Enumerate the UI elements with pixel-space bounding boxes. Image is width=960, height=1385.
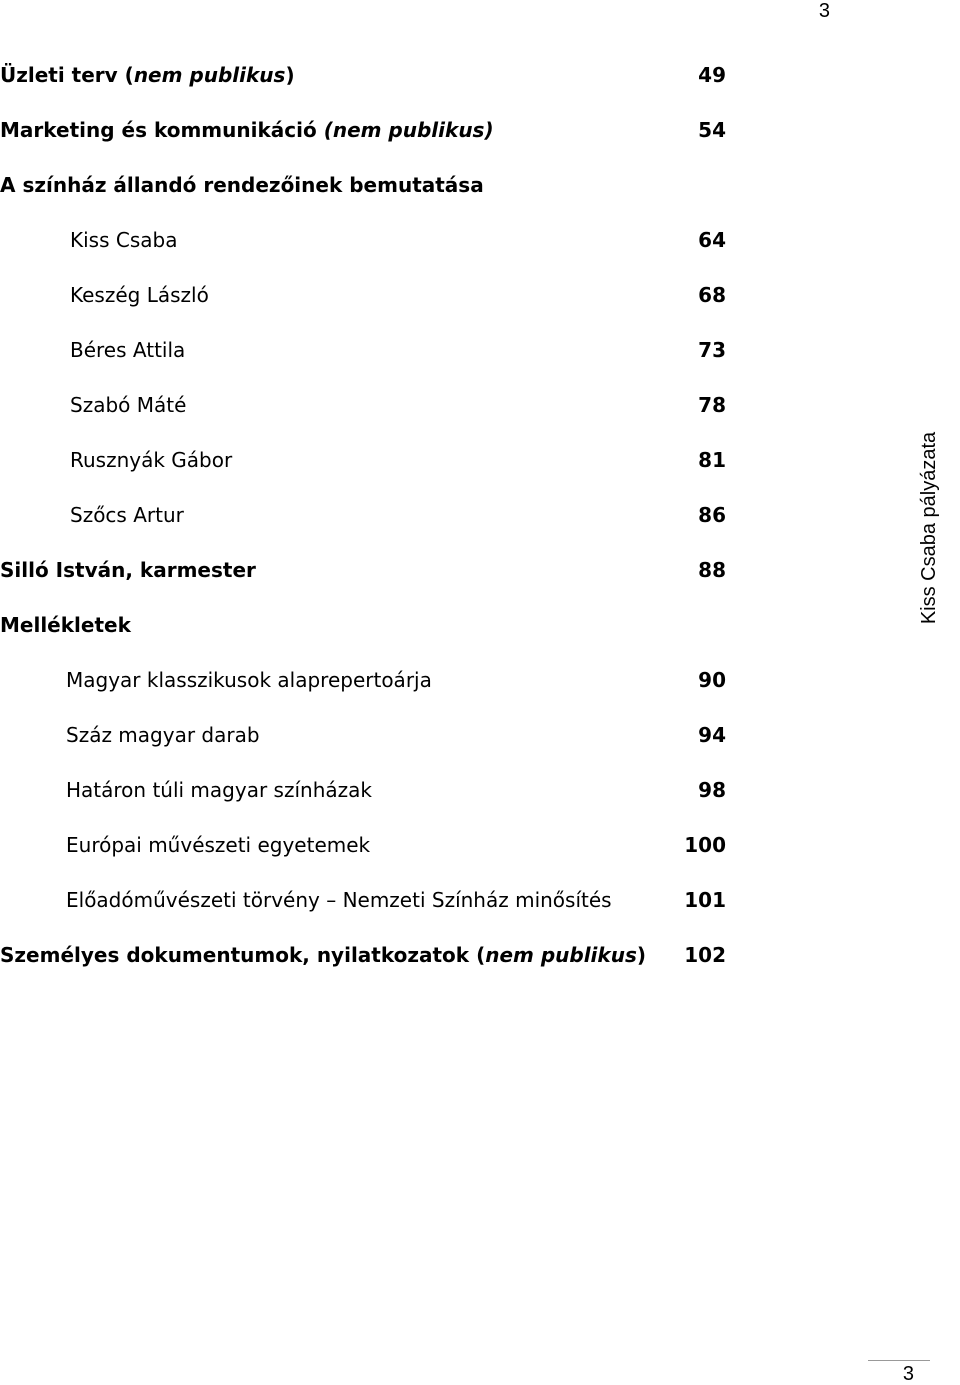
toc-entry-page: 73 [698, 338, 726, 362]
toc-entry-label: Béres Attila [70, 338, 186, 362]
toc-section-rendezok[interactable] [0, 170, 726, 200]
sidebar-vertical-text: Kiss Csaba pályázata [918, 431, 940, 625]
toc-entry-europai-egyetemek[interactable] [0, 830, 726, 860]
page-number-bottom: 3 [902, 1363, 914, 1385]
toc-entry-label: Száz magyar darab [66, 723, 260, 747]
toc-entry-label: Marketing és kommunikáció (nem publikus) [0, 118, 494, 142]
toc-entry-page: 86 [698, 503, 726, 527]
toc-entry-page: 68 [698, 283, 726, 307]
toc-entry-label: Magyar klasszikusok alaprepertoárja [66, 668, 432, 692]
page-number-top: 3 [818, 0, 830, 22]
toc-entry-page: 98 [698, 778, 726, 802]
toc-entry-page: 102 [684, 943, 726, 967]
toc-entry-label: Silló István, karmester [0, 558, 256, 582]
toc-section-mellekletek[interactable] [0, 610, 726, 640]
toc-entry-label: Határon túli magyar színházak [66, 778, 372, 802]
toc-entry-page: 90 [698, 668, 726, 692]
toc-entry-szaz-magyar-darab[interactable] [0, 720, 726, 750]
toc-entry-page: 64 [698, 228, 726, 252]
toc-entry-label: Európai művészeti egyetemek [66, 833, 371, 857]
toc-entry-rusznyak-gabor[interactable] [0, 445, 726, 475]
toc-entry-page: 81 [698, 448, 726, 472]
toc-entry-label: Kiss Csaba [70, 228, 178, 252]
toc-entry-page: 88 [698, 558, 726, 582]
toc-entry-label: Szabó Máté [70, 393, 187, 417]
toc-entry-page: 101 [684, 888, 726, 912]
toc-entry-label: Mellékletek [0, 613, 131, 637]
sidebar-vertical-title [914, 430, 944, 626]
toc-entry-page: 49 [698, 63, 726, 87]
toc-entry-label: Szőcs Artur [70, 503, 184, 527]
toc-entry-sillo-istvan[interactable] [0, 555, 726, 585]
toc-entry-szocs-artur[interactable] [0, 500, 726, 530]
toc-entry-szabo-mate[interactable] [0, 390, 726, 420]
toc-entry-label: Üzleti terv (nem publikus) [0, 63, 295, 87]
toc-entry-label: Rusznyák Gábor [70, 448, 233, 472]
toc-entry-kiss-csaba[interactable] [0, 225, 726, 255]
toc-entry-marketing[interactable] [0, 115, 726, 145]
toc-entry-hataron-tuli[interactable] [0, 775, 726, 805]
toc-entry-page: 54 [698, 118, 726, 142]
toc-entry-page: 100 [684, 833, 726, 857]
toc-entry-label: Személyes dokumentumok, nyilatkozatok (nem publikus) [0, 943, 646, 967]
toc-entry-uzleti-terv[interactable] [0, 60, 726, 90]
toc-entry-label: A színház állandó rendezőinek bemutatása [0, 173, 484, 197]
toc-entry-szemelyes-dokumentumok[interactable] [0, 940, 726, 970]
toc-entry-label: Előadóművészeti törvény – Nemzeti Színház minősítés [66, 888, 612, 912]
toc-entry-keszeg-laszlo[interactable] [0, 280, 726, 310]
toc-entry-page: 78 [698, 393, 726, 417]
toc-entry-label: Keszég László [70, 283, 209, 307]
toc-entry-beres-attila[interactable] [0, 335, 726, 365]
footer-divider [868, 1360, 930, 1361]
toc-entry-eloadomuveszeti-torveny[interactable] [0, 885, 726, 915]
toc-entry-magyar-klasszikusok[interactable] [0, 665, 726, 695]
toc-entry-page: 94 [698, 723, 726, 747]
